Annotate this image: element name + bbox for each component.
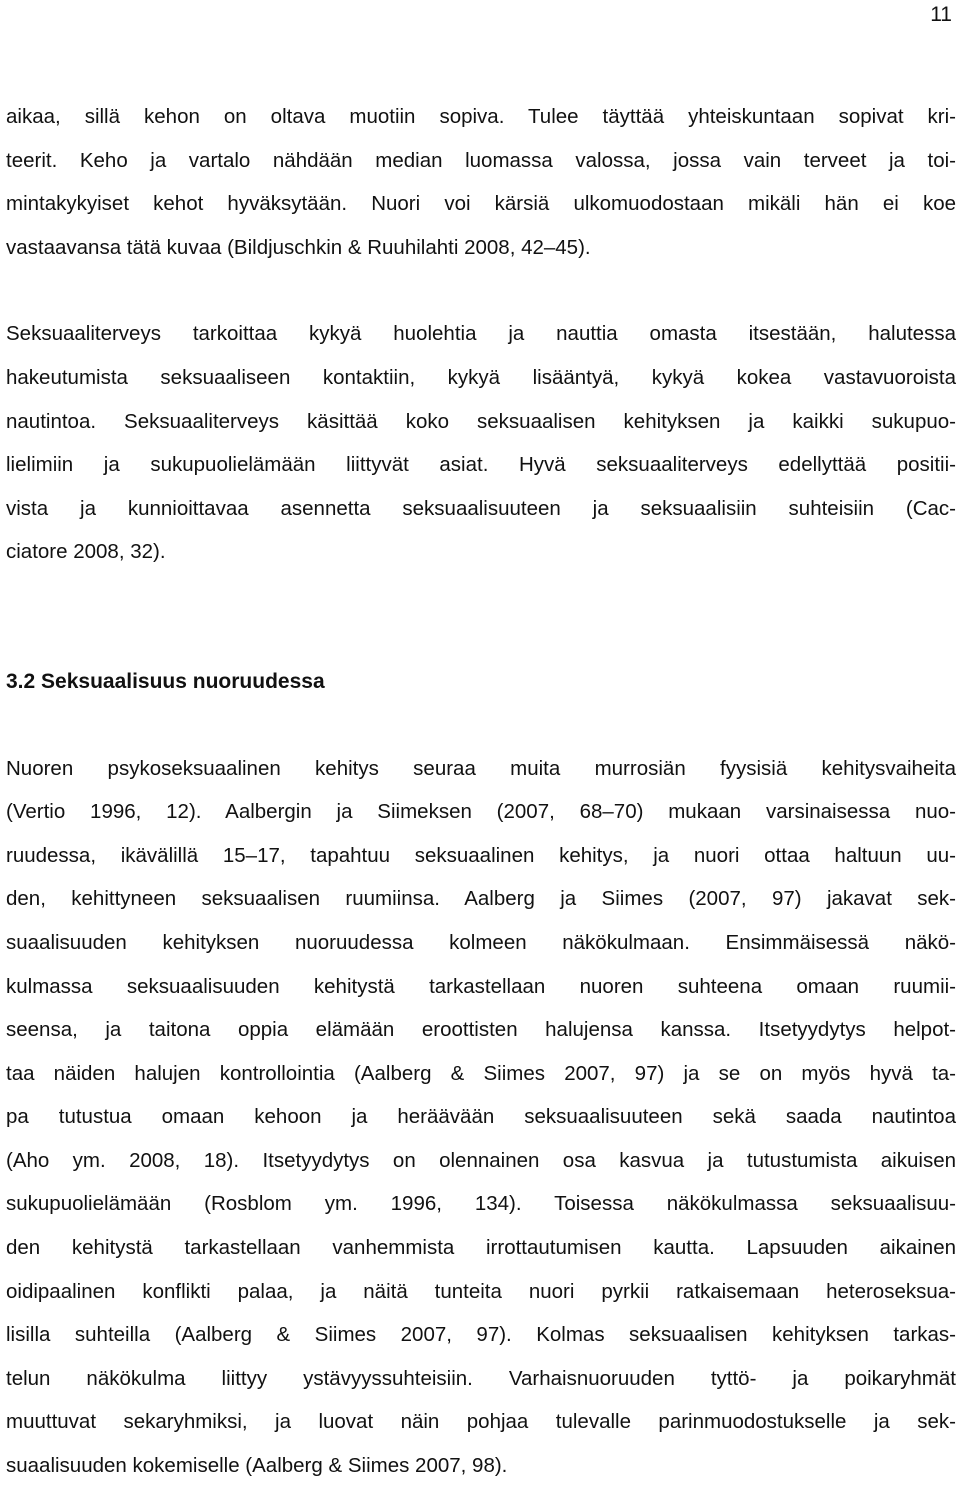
- page-number: 11: [930, 3, 952, 26]
- paragraph-body-image: [6, 95, 956, 269]
- paragraph-adolescent-sexuality: [6, 747, 956, 1488]
- text-line: teerit. Keho ja vartalo nähdään median luomassa valossa, jossa vain terveet ja toi-: [6, 148, 956, 172]
- text-line: telun näkökulma liittyy ystävyyssuhteisiin. Varhaisnuoruuden tyttö- ja poikaryhmät: [6, 1366, 956, 1390]
- text-line: ciatore 2008, 32).: [6, 540, 166, 564]
- text-line: den kehitystä tarkastellaan vanhemmista irrottautumisen kautta. Lapsuuden aikainen: [6, 1236, 956, 1260]
- text-line: oidipaalinen konflikti palaa, ja näitä tunteita nuori pyrkii ratkaisemaan heteroseksua-: [6, 1279, 956, 1303]
- text-line: aikaa, sillä kehon on oltava muotiin sopiva. Tulee täyttää yhteiskuntaan sopivat kri-: [6, 105, 956, 128]
- text-line: lielimiin ja sukupuolielämään liittyvät asiat. Hyvä seksuaaliterveys edellyttää positii-: [6, 453, 956, 477]
- text-line: suaalisuuden kokemiselle (Aalberg & Siimes 2007, 98).: [6, 1454, 508, 1478]
- text-line: den, kehittyneen seksuaalisen ruumiinsa. Aalberg ja Siimes (2007, 97) jakavat sek-: [6, 887, 956, 911]
- text-line: Seksuaaliterveys tarkoittaa kykyä huolehtia ja nauttia omasta itsestään, halutessa: [6, 322, 956, 346]
- text-line: vista ja kunnioittavaa asennetta seksuaalisuuteen ja seksuaalisiin suhteisiin (Cac-: [6, 496, 956, 520]
- text-line: muuttuvat sekaryhmiksi, ja luovat näin pohjaa tulevalle parinmuodostukselle ja sek-: [6, 1410, 956, 1434]
- text-line: ruudessa, ikävälillä 15–17, tapahtuu seksuaalinen kehitys, ja nuori ottaa haltuun uu-: [6, 843, 956, 867]
- section-heading: 3.2 Seksuaalisuus nuoruudessa: [6, 669, 325, 693]
- document-body: [6, 95, 956, 1488]
- text-line: kulmassa seksuaalisuuden kehitystä tarkastellaan nuoren suhteena omaan ruumii-: [6, 974, 956, 998]
- text-line: lisilla suhteilla (Aalberg & Siimes 2007, 97). Kolmas seksuaalisen kehityksen tarkas-: [6, 1323, 956, 1347]
- text-line: vastaavansa tätä kuvaa (Bildjuschkin & Ruuhilahti 2008, 42–45).: [6, 235, 591, 259]
- text-line: taa näiden halujen kontrollointia (Aalberg & Siimes 2007, 97) ja se on myös hyvä ta-: [6, 1061, 956, 1085]
- text-line: (Vertio 1996, 12). Aalbergin ja Siimeksen (2007, 68–70) mukaan varsinaisessa nuo-: [6, 800, 956, 824]
- text-line: (Aho ym. 2008, 18). Itsetyydytys on olennainen osa kasvua ja tutustumista aikuisen: [6, 1148, 956, 1172]
- text-line: sukupuolielämään (Rosblom ym. 1996, 134). Toisessa näkökulmassa seksuaalisuu-: [6, 1192, 956, 1216]
- text-line: hakeutumista seksuaaliseen kontaktiin, kykyä lisääntyä, kykyä kokea vastavuoroista: [6, 365, 956, 389]
- text-line: pa tutustua omaan kehoon ja heräävään seksuaalisuuteen sekä saada nautintoa: [6, 1105, 956, 1129]
- text-line: seensa, ja taitona oppia elämään eroottisten halujensa kanssa. Itsetyydytys helpot-: [6, 1018, 956, 1042]
- text-line: suaalisuuden kehityksen nuoruudessa kolmeen näkökulmaan. Ensimmäisessä näkö-: [6, 930, 956, 954]
- text-line: Nuoren psykoseksuaalinen kehitys seuraa muita murrosiän fyysisiä kehitysvaiheita: [6, 756, 956, 780]
- paragraph-sexual-health: [6, 312, 956, 574]
- text-line: nautintoa. Seksuaaliterveys käsittää koko seksuaalisen kehityksen ja kaikki sukupuo-: [6, 409, 956, 433]
- text-line: mintakykyiset kehot hyväksytään. Nuori voi kärsiä ulkomuodostaan mikäli hän ei koe: [6, 192, 956, 216]
